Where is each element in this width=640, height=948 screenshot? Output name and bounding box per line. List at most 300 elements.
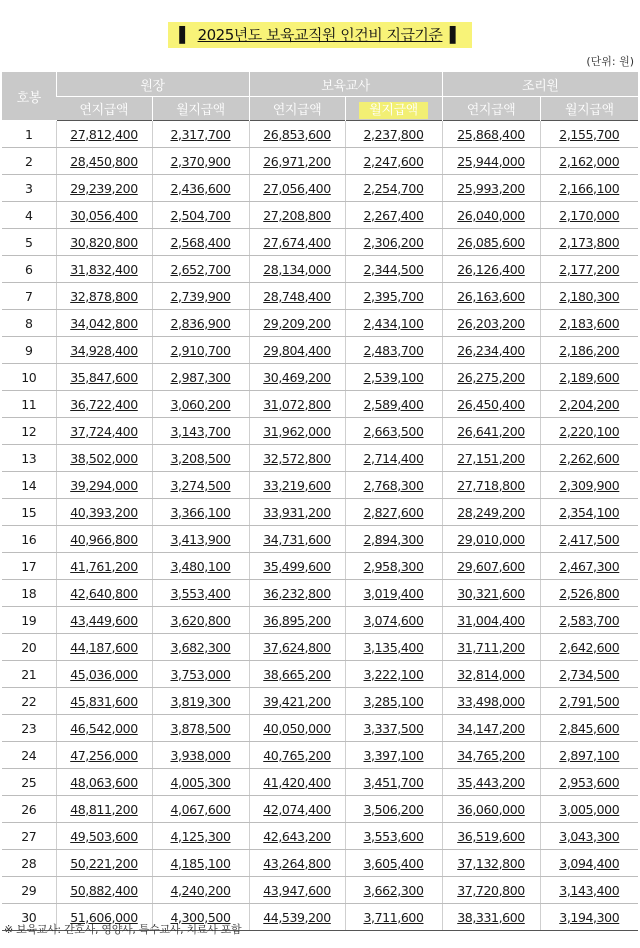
cell-cook-annual <box>442 850 540 877</box>
cell-director-annual <box>56 499 152 526</box>
cell-director-annual <box>56 445 152 472</box>
cell-value: 4,300,500 <box>170 909 231 925</box>
cell-director-monthly <box>152 553 249 580</box>
header-group-teacher: 보육교사 <box>249 72 442 97</box>
cell-value: 4,005,300 <box>170 774 231 790</box>
cell-value: 27,718,800 <box>457 477 525 493</box>
cell-value: 43,264,800 <box>263 855 331 871</box>
cell-cook-monthly <box>540 283 638 310</box>
cell-value: 3,135,400 <box>363 639 424 655</box>
cell-cook-annual <box>442 742 540 769</box>
cell-value: 45,036,000 <box>70 666 138 682</box>
cell-value: 3,819,300 <box>170 693 231 709</box>
cell-grade: 2 <box>2 148 56 175</box>
cell-teacher-monthly <box>345 553 442 580</box>
cell-value: 2,768,300 <box>363 477 424 493</box>
table-header <box>2 72 638 121</box>
cell-director-annual <box>56 688 152 715</box>
cell-director-annual <box>56 553 152 580</box>
cell-value: 3,451,700 <box>363 774 424 790</box>
page-title <box>168 22 472 48</box>
cell-value: 3,506,200 <box>363 801 424 817</box>
cell-grade: 16 <box>2 526 56 553</box>
table-row <box>2 148 638 175</box>
cell-teacher-annual <box>249 553 345 580</box>
cell-teacher-annual <box>249 148 345 175</box>
cell-teacher-monthly <box>345 283 442 310</box>
cell-value: 2,306,200 <box>363 234 424 250</box>
table-row <box>2 661 638 688</box>
cell-value: 38,665,200 <box>263 666 331 682</box>
cell-director-monthly <box>152 202 249 229</box>
title-bar-left: ▌ <box>179 26 191 44</box>
table-row <box>2 823 638 850</box>
cell-value: 2,267,400 <box>363 207 424 223</box>
cell-value: 2,836,900 <box>170 315 231 331</box>
table-row <box>2 229 638 256</box>
cell-value: 40,050,000 <box>263 720 331 736</box>
cell-value: 27,208,800 <box>263 207 331 223</box>
cell-cook-annual <box>442 418 540 445</box>
cell-value: 37,132,800 <box>457 855 525 871</box>
cell-cook-annual <box>442 688 540 715</box>
table-body <box>2 121 638 931</box>
cell-teacher-annual <box>249 337 345 364</box>
cell-value: 34,042,800 <box>70 315 138 331</box>
cell-cook-annual <box>442 769 540 796</box>
cell-director-monthly <box>152 742 249 769</box>
cell-value: 3,938,000 <box>170 747 231 763</box>
cell-value: 43,947,600 <box>263 882 331 898</box>
table-row <box>2 121 638 148</box>
cell-teacher-annual <box>249 472 345 499</box>
table-row <box>2 445 638 472</box>
cell-teacher-annual <box>249 742 345 769</box>
table-row <box>2 526 638 553</box>
cell-teacher-annual <box>249 256 345 283</box>
header-group-cook: 조리원 <box>442 72 638 97</box>
cell-value: 3,620,800 <box>170 612 231 628</box>
cell-value: 2,526,800 <box>559 585 620 601</box>
cell-value: 3,605,400 <box>363 855 424 871</box>
cell-teacher-monthly <box>345 877 442 904</box>
cell-director-annual <box>56 364 152 391</box>
cell-grade: 22 <box>2 688 56 715</box>
cell-cook-annual <box>442 499 540 526</box>
cell-director-monthly <box>152 256 249 283</box>
table-row <box>2 175 638 202</box>
cell-value: 3,222,100 <box>363 666 424 682</box>
table-row <box>2 715 638 742</box>
cell-value: 3,143,400 <box>559 882 620 898</box>
header-cook-annual: 연지급액 <box>442 97 540 121</box>
cell-value: 50,221,200 <box>70 855 138 871</box>
cell-value: 2,254,700 <box>363 180 424 196</box>
cell-value: 3,711,600 <box>363 909 424 925</box>
cell-cook-annual <box>442 904 540 931</box>
cell-director-monthly <box>152 634 249 661</box>
cell-value: 26,126,400 <box>457 261 525 277</box>
cell-director-monthly <box>152 877 249 904</box>
cell-teacher-monthly <box>345 310 442 337</box>
table-row <box>2 391 638 418</box>
cell-value: 2,663,500 <box>363 423 424 439</box>
cell-teacher-monthly <box>345 904 442 931</box>
cell-value: 26,040,000 <box>457 207 525 223</box>
cell-teacher-monthly <box>345 688 442 715</box>
cell-value: 44,187,600 <box>70 639 138 655</box>
cell-cook-monthly <box>540 310 638 337</box>
cell-value: 2,204,200 <box>559 396 620 412</box>
cell-grade: 15 <box>2 499 56 526</box>
cell-cook-annual <box>442 607 540 634</box>
cell-cook-monthly <box>540 148 638 175</box>
cell-value: 48,063,600 <box>70 774 138 790</box>
cell-grade: 1 <box>2 121 56 148</box>
cell-value: 37,724,400 <box>70 423 138 439</box>
cell-value: 34,928,400 <box>70 342 138 358</box>
cell-teacher-monthly <box>345 202 442 229</box>
cell-director-monthly <box>152 769 249 796</box>
table-row <box>2 796 638 823</box>
cell-value: 41,761,200 <box>70 558 138 574</box>
table-row <box>2 283 638 310</box>
cell-grade: 20 <box>2 634 56 661</box>
cell-value: 31,711,200 <box>457 639 525 655</box>
cell-director-annual <box>56 310 152 337</box>
cell-director-annual <box>56 742 152 769</box>
cell-value: 39,421,200 <box>263 693 331 709</box>
cell-value: 2,189,600 <box>559 369 620 385</box>
cell-cook-monthly <box>540 256 638 283</box>
cell-grade: 25 <box>2 769 56 796</box>
cell-value: 2,652,700 <box>170 261 231 277</box>
cell-value: 26,085,600 <box>457 234 525 250</box>
cell-value: 4,240,200 <box>170 882 231 898</box>
cell-cook-annual <box>442 202 540 229</box>
cell-cook-monthly <box>540 796 638 823</box>
cell-value: 50,882,400 <box>70 882 138 898</box>
cell-value: 2,568,400 <box>170 234 231 250</box>
cell-director-monthly <box>152 499 249 526</box>
cell-value: 2,589,400 <box>363 396 424 412</box>
table-row <box>2 499 638 526</box>
cell-cook-annual <box>442 472 540 499</box>
cell-value: 2,247,600 <box>363 153 424 169</box>
title-area <box>0 22 640 48</box>
cell-value: 27,812,400 <box>70 126 138 142</box>
cell-teacher-monthly <box>345 580 442 607</box>
cell-value: 2,370,900 <box>170 153 231 169</box>
cell-teacher-annual <box>249 823 345 850</box>
cell-grade: 30 <box>2 904 56 931</box>
cell-value: 37,624,800 <box>263 639 331 655</box>
cell-value: 29,607,600 <box>457 558 525 574</box>
cell-value: 3,480,100 <box>170 558 231 574</box>
table-row <box>2 634 638 661</box>
cell-teacher-monthly <box>345 148 442 175</box>
cell-teacher-monthly <box>345 418 442 445</box>
cell-cook-annual <box>442 364 540 391</box>
cell-value: 26,853,600 <box>263 126 331 142</box>
cell-director-monthly <box>152 364 249 391</box>
cell-director-annual <box>56 580 152 607</box>
cell-grade: 9 <box>2 337 56 364</box>
cell-value: 36,519,600 <box>457 828 525 844</box>
cell-value: 35,499,600 <box>263 558 331 574</box>
table-row <box>2 580 638 607</box>
cell-value: 2,166,100 <box>559 180 620 196</box>
cell-value: 43,449,600 <box>70 612 138 628</box>
cell-value: 2,827,600 <box>363 504 424 520</box>
cell-teacher-annual <box>249 526 345 553</box>
cell-value: 33,219,600 <box>263 477 331 493</box>
cell-director-monthly <box>152 823 249 850</box>
cell-value: 28,748,400 <box>263 288 331 304</box>
cell-value: 2,642,600 <box>559 639 620 655</box>
cell-value: 46,542,000 <box>70 720 138 736</box>
cell-director-monthly <box>152 148 249 175</box>
cell-teacher-annual <box>249 715 345 742</box>
cell-value: 34,765,200 <box>457 747 525 763</box>
cell-director-annual <box>56 823 152 850</box>
cell-value: 2,953,600 <box>559 774 620 790</box>
cell-value: 35,443,200 <box>457 774 525 790</box>
cell-value: 28,450,800 <box>70 153 138 169</box>
cell-value: 42,643,200 <box>263 828 331 844</box>
cell-teacher-annual <box>249 202 345 229</box>
cell-cook-monthly <box>540 634 638 661</box>
cell-value: 40,966,800 <box>70 531 138 547</box>
cell-value: 3,366,100 <box>170 504 231 520</box>
table-row <box>2 337 638 364</box>
cell-value: 26,641,200 <box>457 423 525 439</box>
cell-value: 28,134,000 <box>263 261 331 277</box>
cell-cook-monthly <box>540 229 638 256</box>
cell-value: 2,987,300 <box>170 369 231 385</box>
cell-value: 26,971,200 <box>263 153 331 169</box>
cell-value: 3,553,400 <box>170 585 231 601</box>
cell-value: 2,539,100 <box>363 369 424 385</box>
cell-value: 30,321,600 <box>457 585 525 601</box>
cell-value: 26,450,400 <box>457 396 525 412</box>
unit-label: (단위: 원) <box>586 55 634 68</box>
cell-teacher-annual <box>249 850 345 877</box>
cell-cook-monthly <box>540 175 638 202</box>
cell-value: 30,056,400 <box>70 207 138 223</box>
cell-director-monthly <box>152 526 249 553</box>
cell-value: 2,237,800 <box>363 126 424 142</box>
header-teacher-monthly-label: 월지급액 <box>359 102 428 119</box>
cell-cook-monthly <box>540 688 638 715</box>
cell-teacher-annual <box>249 229 345 256</box>
cell-value: 4,185,100 <box>170 855 231 871</box>
table-row <box>2 310 638 337</box>
cell-value: 3,274,500 <box>170 477 231 493</box>
cell-cook-annual <box>442 310 540 337</box>
cell-cook-monthly <box>540 472 638 499</box>
header-director-monthly: 월지급액 <box>152 97 249 121</box>
cell-value: 2,467,300 <box>559 558 620 574</box>
table-row <box>2 553 638 580</box>
cell-cook-annual <box>442 283 540 310</box>
cell-teacher-annual <box>249 769 345 796</box>
cell-teacher-monthly <box>345 769 442 796</box>
cell-value: 2,155,700 <box>559 126 620 142</box>
cell-value: 36,722,400 <box>70 396 138 412</box>
cell-value: 3,285,100 <box>363 693 424 709</box>
cell-value: 2,170,000 <box>559 207 620 223</box>
cell-value: 3,878,500 <box>170 720 231 736</box>
cell-teacher-monthly <box>345 634 442 661</box>
cell-value: 3,094,400 <box>559 855 620 871</box>
cell-value: 36,895,200 <box>263 612 331 628</box>
cell-grade: 27 <box>2 823 56 850</box>
cell-teacher-annual <box>249 796 345 823</box>
cell-director-monthly <box>152 175 249 202</box>
cell-grade: 3 <box>2 175 56 202</box>
cell-director-annual <box>56 148 152 175</box>
cell-value: 32,572,800 <box>263 450 331 466</box>
cell-cook-annual <box>442 121 540 148</box>
cell-director-annual <box>56 634 152 661</box>
cell-cook-annual <box>442 580 540 607</box>
cell-director-monthly <box>152 391 249 418</box>
cell-grade: 26 <box>2 796 56 823</box>
cell-director-annual <box>56 877 152 904</box>
cell-teacher-monthly <box>345 823 442 850</box>
cell-teacher-annual <box>249 175 345 202</box>
cell-grade: 21 <box>2 661 56 688</box>
cell-grade: 29 <box>2 877 56 904</box>
cell-value: 2,897,100 <box>559 747 620 763</box>
cell-value: 2,734,500 <box>559 666 620 682</box>
cell-director-annual <box>56 418 152 445</box>
cell-value: 3,005,000 <box>559 801 620 817</box>
cell-value: 31,004,400 <box>457 612 525 628</box>
cell-cook-annual <box>442 148 540 175</box>
cell-cook-annual <box>442 526 540 553</box>
cell-value: 2,417,500 <box>559 531 620 547</box>
cell-value: 35,847,600 <box>70 369 138 385</box>
cell-value: 3,019,400 <box>363 585 424 601</box>
cell-cook-annual <box>442 661 540 688</box>
cell-grade: 7 <box>2 283 56 310</box>
cell-grade: 17 <box>2 553 56 580</box>
cell-teacher-monthly <box>345 175 442 202</box>
cell-value: 30,820,800 <box>70 234 138 250</box>
cell-grade: 14 <box>2 472 56 499</box>
cell-value: 51,606,000 <box>70 909 138 925</box>
cell-value: 41,420,400 <box>263 774 331 790</box>
cell-cook-annual <box>442 877 540 904</box>
cell-value: 48,811,200 <box>70 801 138 817</box>
cell-grade: 13 <box>2 445 56 472</box>
cell-cook-annual <box>442 256 540 283</box>
header-teacher-monthly <box>345 97 442 121</box>
table-row <box>2 472 638 499</box>
cell-value: 2,186,200 <box>559 342 620 358</box>
cell-cook-monthly <box>540 742 638 769</box>
cell-director-annual <box>56 229 152 256</box>
cell-director-annual <box>56 769 152 796</box>
cell-value: 2,395,700 <box>363 288 424 304</box>
title-bar-right: ▌ <box>449 26 461 44</box>
cell-cook-monthly <box>540 850 638 877</box>
cell-cook-annual <box>442 823 540 850</box>
cell-value: 26,163,600 <box>457 288 525 304</box>
cell-value: 2,910,700 <box>170 342 231 358</box>
header-grade: 호봉 <box>2 72 56 121</box>
cell-teacher-monthly <box>345 391 442 418</box>
cell-cook-monthly <box>540 202 638 229</box>
page-title-text: 2025년도 보육교직원 인건비 지급기준 <box>197 26 443 44</box>
cell-value: 2,436,600 <box>170 180 231 196</box>
cell-value: 32,878,800 <box>70 288 138 304</box>
cell-value: 26,234,400 <box>457 342 525 358</box>
cell-cook-annual <box>442 175 540 202</box>
cell-value: 31,962,000 <box>263 423 331 439</box>
cell-director-monthly <box>152 580 249 607</box>
cell-director-annual <box>56 256 152 283</box>
cell-value: 31,832,400 <box>70 261 138 277</box>
cell-teacher-monthly <box>345 229 442 256</box>
cell-value: 27,151,200 <box>457 450 525 466</box>
table-row <box>2 769 638 796</box>
cell-cook-monthly <box>540 715 638 742</box>
cell-director-monthly <box>152 283 249 310</box>
cell-teacher-annual <box>249 310 345 337</box>
cell-teacher-annual <box>249 877 345 904</box>
cell-cook-annual <box>442 229 540 256</box>
cell-cook-monthly <box>540 391 638 418</box>
cell-teacher-monthly <box>345 445 442 472</box>
cell-grade: 11 <box>2 391 56 418</box>
cell-value: 29,239,200 <box>70 180 138 196</box>
cell-director-monthly <box>152 121 249 148</box>
cell-cook-annual <box>442 634 540 661</box>
cell-value: 28,249,200 <box>457 504 525 520</box>
cell-cook-monthly <box>540 499 638 526</box>
cell-value: 2,183,600 <box>559 315 620 331</box>
header-director-annual: 연지급액 <box>56 97 152 121</box>
cell-teacher-annual <box>249 580 345 607</box>
cell-cook-monthly <box>540 607 638 634</box>
cell-value: 2,180,300 <box>559 288 620 304</box>
cell-value: 3,194,300 <box>559 909 620 925</box>
cell-grade: 28 <box>2 850 56 877</box>
cell-value: 39,294,000 <box>70 477 138 493</box>
cell-cook-monthly <box>540 337 638 364</box>
cell-value: 27,056,400 <box>263 180 331 196</box>
cell-cook-monthly <box>540 418 638 445</box>
cell-value: 2,583,700 <box>559 612 620 628</box>
cell-director-monthly <box>152 310 249 337</box>
cell-cook-monthly <box>540 526 638 553</box>
cell-value: 3,397,100 <box>363 747 424 763</box>
cell-value: 3,682,300 <box>170 639 231 655</box>
cell-value: 2,483,700 <box>363 342 424 358</box>
cell-value: 45,831,600 <box>70 693 138 709</box>
cell-teacher-annual <box>249 904 345 931</box>
cell-value: 42,640,800 <box>70 585 138 601</box>
header-teacher-annual: 연지급액 <box>249 97 345 121</box>
cell-director-annual <box>56 715 152 742</box>
cell-cook-monthly <box>540 121 638 148</box>
cell-director-monthly <box>152 607 249 634</box>
cell-value: 32,814,000 <box>457 666 525 682</box>
cell-director-annual <box>56 121 152 148</box>
